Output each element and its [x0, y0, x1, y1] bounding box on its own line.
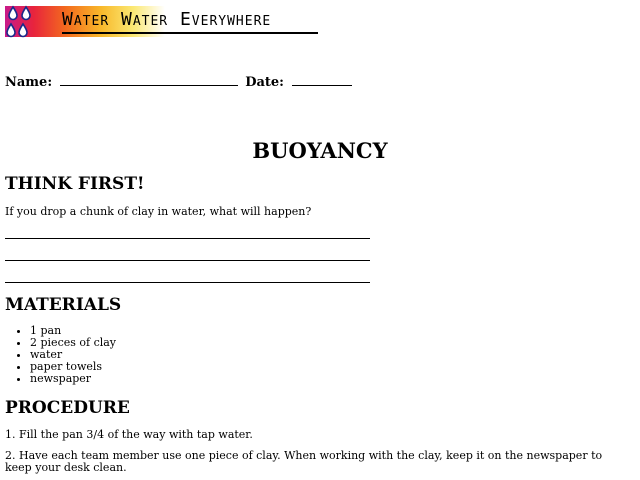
- page-title: BUOYANCY: [252, 138, 388, 163]
- list-item: • water: [30, 349, 116, 361]
- name-field[interactable]: [60, 73, 238, 86]
- procedure-heading: PROCEDURE: [5, 398, 130, 418]
- date-label: Date:: [245, 75, 284, 90]
- banner-title: Water Water Everywhere: [62, 9, 272, 30]
- name-label: Name:: [5, 75, 53, 90]
- list-item: • 1 pan: [30, 325, 116, 337]
- date-field[interactable]: [292, 73, 352, 86]
- materials-list: [0, 325, 116, 385]
- procedure-step: 1. Fill the pan 3/4 of the way with tap water.: [5, 428, 253, 441]
- list-item: • 2 pieces of clay: [30, 337, 116, 349]
- answer-line[interactable]: [5, 238, 370, 239]
- list-item: • newspaper: [30, 373, 116, 385]
- water-drops-icon: [5, 4, 37, 40]
- list-item: • paper towels: [30, 361, 116, 373]
- banner-underline: [62, 32, 318, 34]
- procedure-step: 2. Have each team member use one piece of clay. When working with the clay, keep it on the newspaper to keep your desk clean.: [5, 449, 603, 474]
- think-first-question: If you drop a chunk of clay in water, what will happen?: [5, 205, 312, 218]
- answer-line[interactable]: [5, 282, 370, 283]
- name-date-row: [5, 73, 355, 90]
- answer-line[interactable]: [5, 260, 370, 261]
- materials-heading: MATERIALS: [5, 295, 122, 315]
- think-first-heading: THINK FIRST!: [5, 174, 145, 194]
